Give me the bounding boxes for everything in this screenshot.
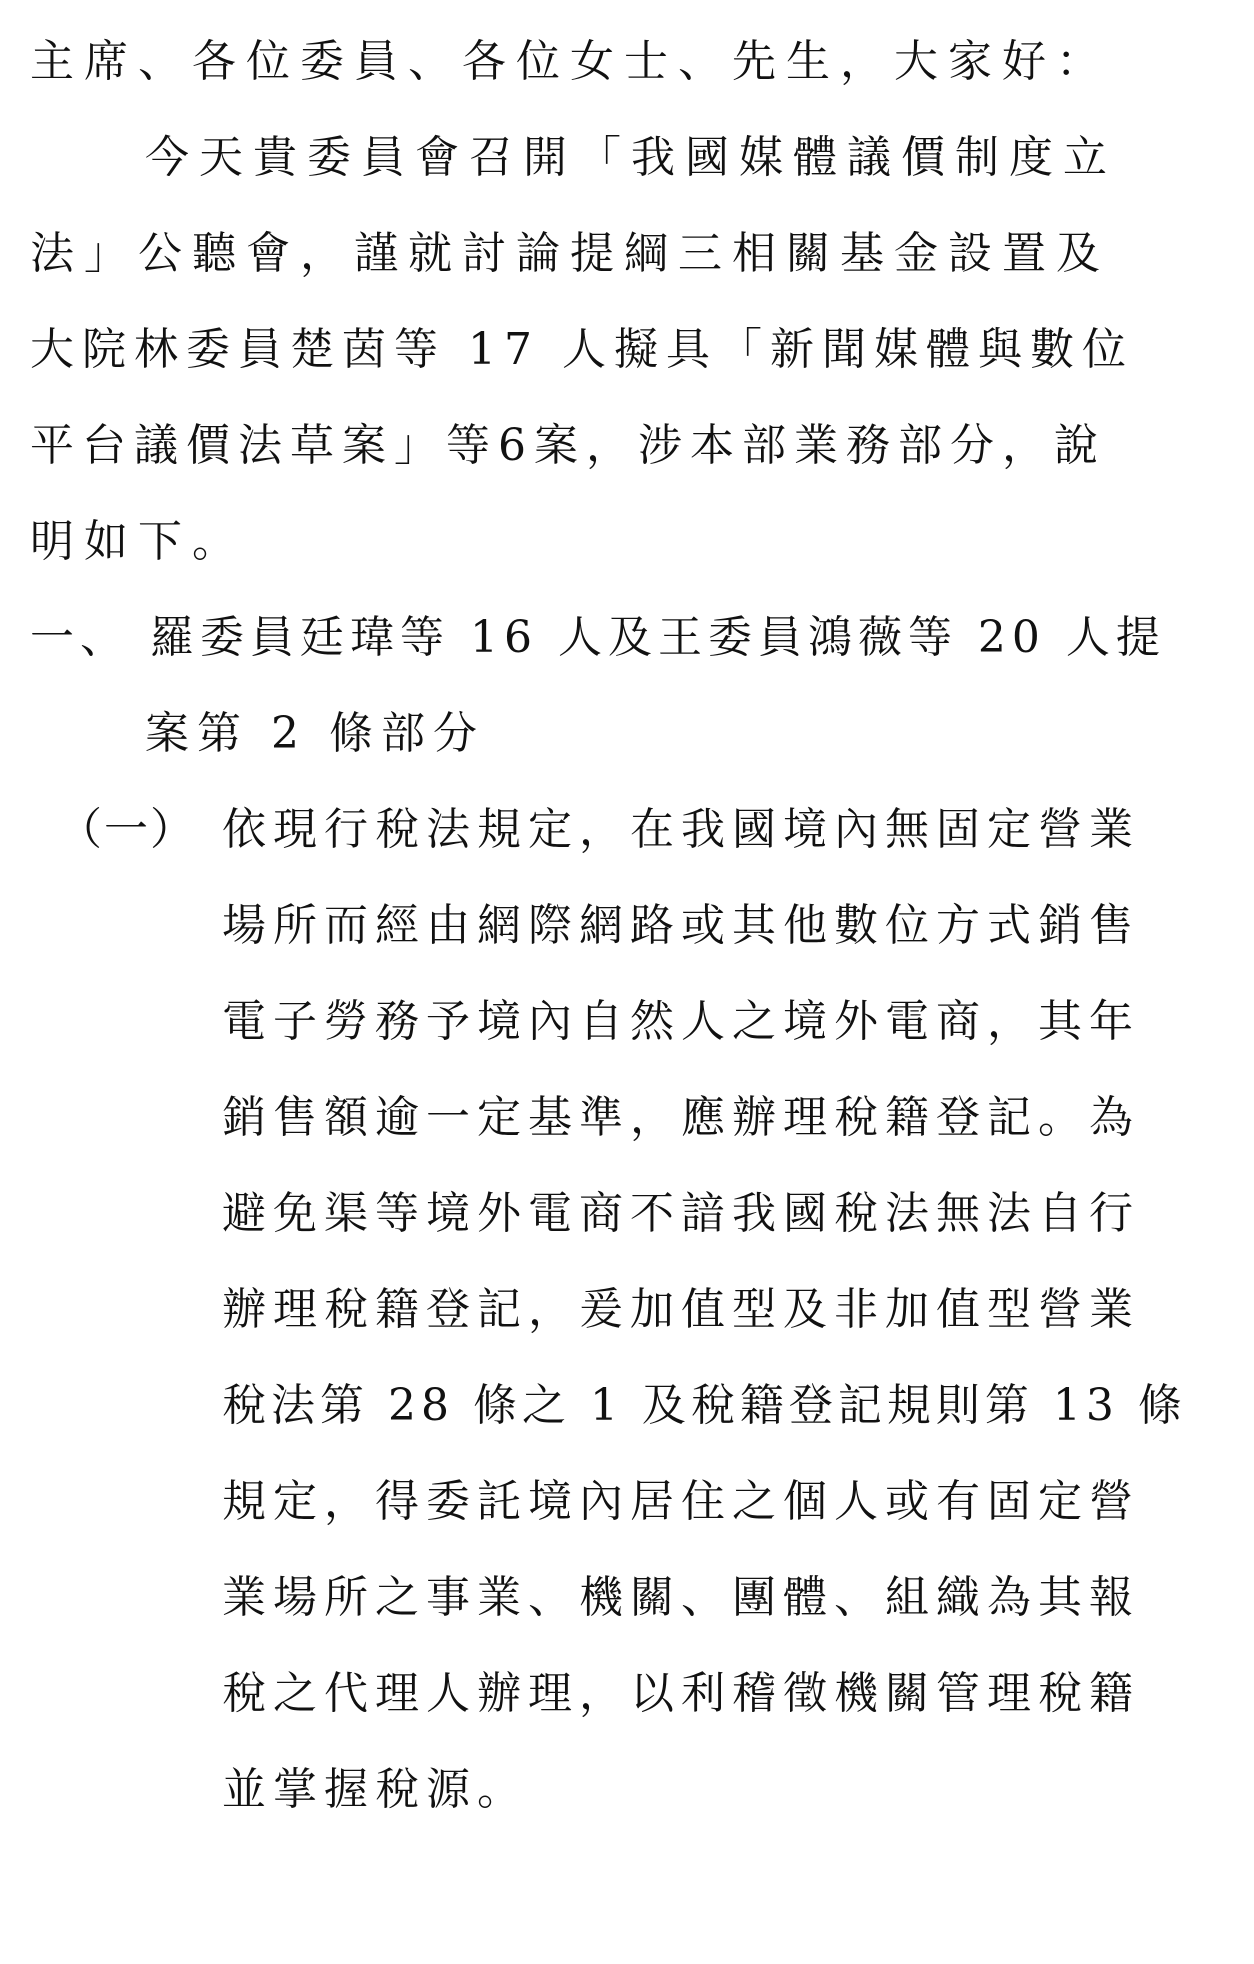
subitem-one-line-8: 規定，得委託境內居住之個人或有固定營 bbox=[222, 1476, 1140, 1527]
subitem-one-line-6: 辦理稅籍登記，爰加值型及非加值型營業 bbox=[222, 1284, 1140, 1335]
subitem-one-line-2: 場所而經由網際網路或其他數位方式銷售 bbox=[222, 900, 1140, 951]
greeting-line: 主席、各位委員、各位女士、先生，大家好： bbox=[30, 36, 1110, 87]
intro-line-2: 法」公聽會，謹就討論提綱三相關基金設置及 bbox=[30, 228, 1110, 279]
subitem-one-line-5: 避免渠等境外電商不諳我國稅法無法自行 bbox=[222, 1188, 1140, 1239]
subitem-one-line-7: 稅法第 28 條之 1 及稅籍登記規則第 13 條 bbox=[222, 1380, 1187, 1431]
section-one-heading-line-1: 一、 羅委員廷瑋等 16 人及王委員鴻薇等 20 人提 bbox=[30, 612, 1166, 663]
subitem-one-line-10: 稅之代理人辦理，以利稽徵機關管理稅籍 bbox=[222, 1668, 1140, 1719]
subitem-one-line-4: 銷售額逾一定基準，應辦理稅籍登記。為 bbox=[222, 1092, 1140, 1143]
subitem-one-line-11: 並掌握稅源。 bbox=[222, 1764, 528, 1815]
subitem-one-line-3: 電子勞務予境內自然人之境外電商，其年 bbox=[222, 996, 1140, 1047]
intro-line-4: 平台議價法草案」等6案，涉本部業務部分，說 bbox=[30, 420, 1106, 471]
subitem-one-line-9: 業場所之事業、機關、團體、組織為其報 bbox=[222, 1572, 1140, 1623]
intro-line-5: 明如下。 bbox=[30, 516, 246, 567]
intro-line-3: 大院林委員楚茵等 17 人擬具「新聞媒體與數位 bbox=[30, 324, 1134, 375]
intro-line-1: 今天貴委員會召開「我國媒體議價制度立 bbox=[145, 132, 1117, 183]
subitem-one-marker: （一） bbox=[58, 804, 196, 855]
section-one-heading-line-2: 案第 2 條部分 bbox=[145, 708, 485, 759]
subitem-one-line-1: 依現行稅法規定，在我國境內無固定營業 bbox=[222, 804, 1140, 855]
